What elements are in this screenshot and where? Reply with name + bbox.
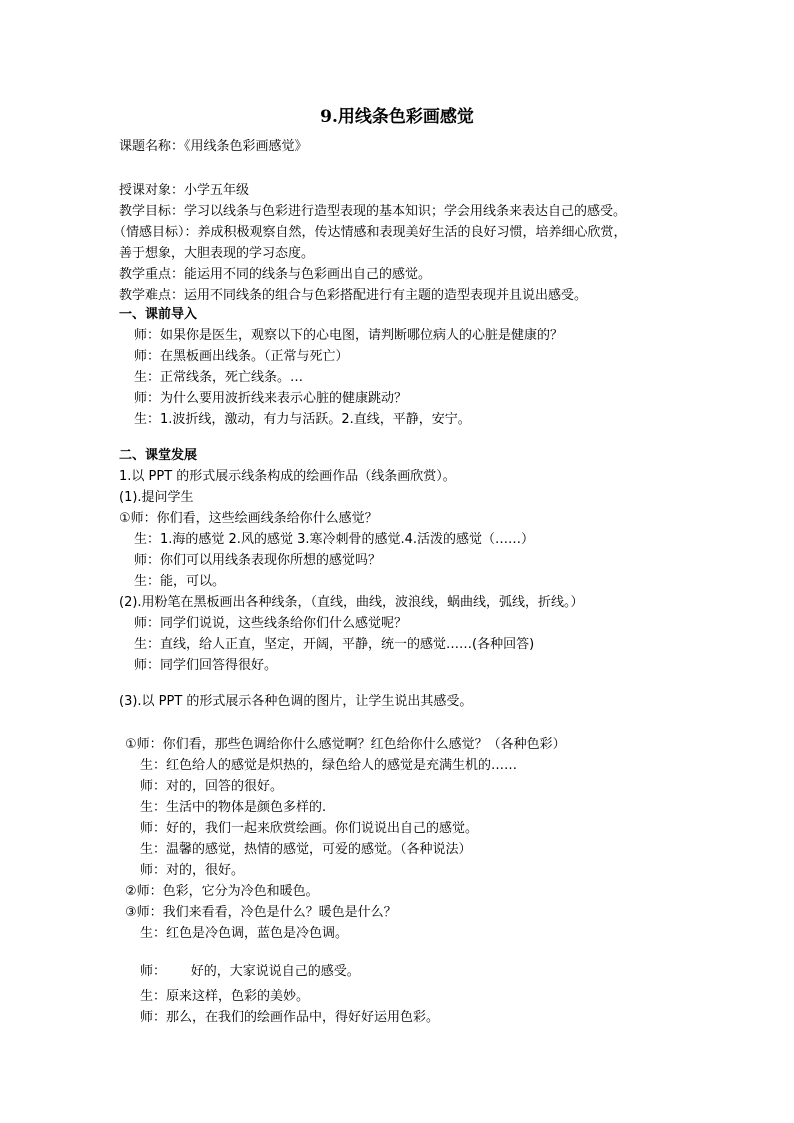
section-heading-intro: 一、课前导入 [119,307,198,322]
dialogue-line: 师：对的，回答的很好。 [140,779,284,794]
dialogue-line: 师：好的，我们一起来欣赏绘画。你们说说出自己的感觉。 [140,821,479,836]
dialogue-line: 生：红色是冷色调，蓝色是冷色调。 [140,926,349,941]
emotional-goal: （情感目标）：养成积极观察自然，传达情感和表现美好生活的良好习惯，培养细心欣赏， [113,225,627,240]
dialogue-line: 师：你们可以用线条表现你所想的感觉吗？ [134,553,382,568]
dialogue-line: 师： 好的，大家说说自己的感受。 [140,964,360,979]
dialogue-line: 生：温馨的感觉，热情的感觉，可爱的感觉。（各种说法） [140,842,472,857]
dialogue-line: 师：如果你是医生，观察以下的心电图，请判断哪位病人的心脏是健康的？ [134,328,564,343]
dialogue-line: 生：1.波折线，激动，有力与活跃。2.直线，平静，安宁。 [134,412,471,427]
dialogue-line: 师：同学们说说，这些线条给你们什么感觉呢？ [134,616,408,631]
teaching-difficulty: 教学难点：运用不同线条的组合与色彩搭配进行有主题的造型表现并且说出感受。 [119,288,588,303]
dialogue-line: 师：那么，在我们的绘画作品中，得好好运用色彩。 [140,1010,440,1025]
dialogue-line: 师：在黑板画出线条。（正常与死亡） [134,349,349,364]
emotional-goal-cont: 善于想象，大胆表现的学习态度。 [119,246,315,261]
dialogue-line: 生：1.海的感觉 2.风的感觉 3.寒冷刺骨的感觉.4.活泼的感觉（……） [134,532,535,547]
document-title: 9.用线条色彩画感觉 [320,107,474,127]
activity-line: (1).提问学生 [119,490,194,505]
dialogue-line: 师：同学们回答得很好。 [134,658,278,673]
dialogue-line: 师：对的，很好。 [140,863,245,878]
dialogue-line: ①师：你们看，那些色调给你什么感觉啊？红色给你什么感觉？（各种色彩） [125,737,566,752]
dialogue-line: 生：原来这样，色彩的美妙。 [140,989,310,1004]
dialogue-line: 生：能，可以。 [134,574,226,589]
dialogue-line: 生：红色给人的感觉是炽热的，绿色给人的感觉是充满生机的…… [140,758,518,773]
activity-line: 1.以 PPT 的形式展示线条构成的绘画作品（线条画欣赏）。 [119,469,456,484]
dialogue-line: ②师：色彩，它分为冷色和暖色。 [125,884,319,899]
activity-line: (3).以 PPT 的形式展示各种色调的图片，让学生说出其感受。 [119,694,473,709]
dialogue-line: 生：正常线条，死亡线条。… [134,370,304,385]
dialogue-line: 生：直线，给人正直，坚定，开阔，平静，统一的感觉……(各种回答) [134,637,535,652]
section-heading-development: 二、课堂发展 [119,448,198,463]
lesson-name: 课题名称：《用线条色彩画感觉》 [119,139,308,154]
target-audience: 授课对象：小学五年级 [119,183,250,198]
dialogue-line: ①师：你们看，这些绘画线条给你什么感觉？ [119,511,378,526]
teaching-goal: 教学目标：学习以线条与色彩进行造型表现的基本知识；学会用线条来表达自己的感受。 [119,204,627,219]
dialogue-line: 生：生活中的物体是颜色多样的. [140,800,327,815]
activity-line: (2).用粉笔在黑板画出各种线条，（直线，曲线，波浪线，蜗曲线，弧线，折线。） [119,595,584,610]
dialogue-line: 师：为什么要用波折线来表示心脏的健康跳动？ [134,391,408,406]
dialogue-line: ③师：我们来看看，冷色是什么？暖色是什么？ [125,905,397,920]
teaching-focus: 教学重点：能运用不同的线条与色彩画出自己的感觉。 [119,267,432,282]
